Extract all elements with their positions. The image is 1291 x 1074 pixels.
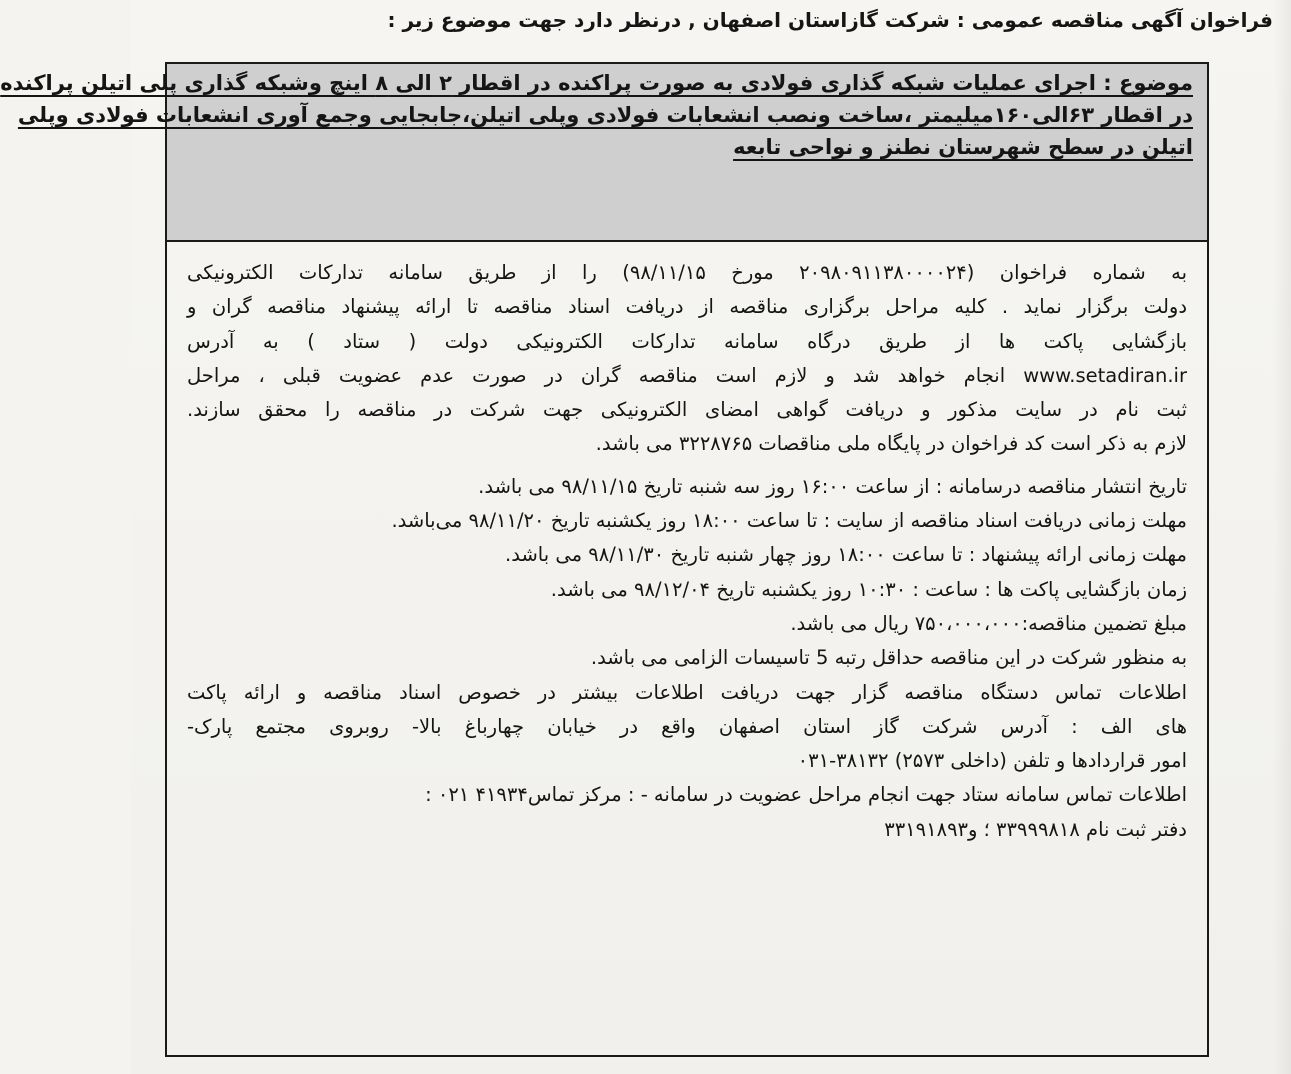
contact-address-line: های الف : آدرس شرکت گاز استان اصفهان واقع در خیابان چهارباغ بالا- روبروی مجتمع پارک- [187, 714, 1187, 738]
subject-box [0, 64, 1207, 242]
body-paragraph-line: بازگشایی پاکت ها از طریق درگاه سامانه تدارکات الکترونیکی دولت ( ستاد ) به آدرس [187, 329, 1187, 353]
notice-body [167, 246, 1207, 1056]
schedule-bid-deadline: مهلت زمانی ارائه پیشنهاد : تا ساعت ۱۸:۰۰ روز چهار شنبه تاریخ ۹۸/۱۱/۳۰ می باشد. [505, 543, 1187, 567]
qualification-requirement: به منظور شرکت در این مناقصه حداقل رتبه 5 تاسیسات الزامی می باشد. [590, 646, 1187, 670]
subject-line: اتیلن در سطح شهرستان نطنز و نواحی تابعه [733, 135, 1193, 159]
subject-line: در اقطار ۶۳الی۱۶۰میلیمتر ،ساخت ونصب انشعابات فولادی وپلی اتیلن،جابجایی وجمع آوری انشعابات فولادی وپلی [17, 103, 1193, 127]
schedule-publish-date: تاریخ انتشار مناقصه درسامانه : از ساعت ۱۶:۰۰ روز سه شنبه تاریخ ۹۸/۱۱/۱۵ می باشد. [478, 474, 1187, 498]
notice-intro: شرکت گازاستان اصفهان , درنظر دارد جهت موضوع زیر : [387, 8, 950, 32]
contact-phone-line: امور قراردادها و تلفن (داخلی ۲۵۷۳) ۳۸۱۳۲-۰۳۱ [797, 749, 1187, 773]
body-paragraph-line: www.setadiran.ir انجام خواهد شد و لازم است مناقصه گران در صورت عدم عضویت قبلی ، مراحل [187, 363, 1187, 387]
schedule-docs-deadline: مهلت زمانی دریافت اسناد مناقصه از سایت : تا ساعت ۱۸:۰۰ روز یکشنبه تاریخ ۹۸/۱۱/۲۰ می‌باشد. [391, 509, 1187, 533]
notice-header [153, 6, 1273, 34]
header-line-1 [153, 6, 1273, 34]
contact-info-line: اطلاعات تماس دستگاه مناقصه گزار جهت دریافت اطلاعات بیشتر در خصوص اسناد مناقصه و ارائه پاکت [187, 680, 1187, 704]
subject-line: موضوع : اجرای عملیات شبکه گذاری فولادی به صورت پراکنده در اقطار ۲ الی ۸ اینچ وشبکه گذاری پلی اتیلن پراکنده [0, 71, 1193, 95]
guarantee-amount: مبلغ تضمین مناقصه:۷۵۰،۰۰۰،۰۰۰ ریال می باشد. [790, 611, 1187, 635]
body-paragraph-line: دولت برگزار نماید . کلیه مراحل برگزاری مناقصه از دریافت اسناد مناقصه تا ارائه پیشنهاد مناقصه گران و [187, 295, 1187, 319]
notice-frame [0, 62, 1209, 1057]
body-paragraph-line: لازم به ذکر است کد فراخوان در پایگاه ملی مناقصات ۳۲۲۸۷۶۵ می باشد. [595, 432, 1187, 456]
schedule-opening-time: زمان بازگشایی پاکت ها : ساعت : ۱۰:۳۰ روز یکشنبه تاریخ ۹۸/۱۲/۰۴ می باشد. [550, 577, 1187, 601]
notice-title: فراخوان آگهی مناقصه عمومی : [956, 8, 1273, 32]
body-paragraph-line: ثبت نام در سایت مذکور و دریافت گواهی امضای الکترونیکی جهت شرکت در مناقصه را محقق سازند. [187, 398, 1187, 422]
body-paragraph-line: به شماره فراخوان (۲۰۹۸۰۹۱۱۳۸۰۰۰۰۲۴ مورخ ۹۸/۱۱/۱۵) را از طریق سامانه تدارکات الکترونیکی [187, 261, 1188, 284]
setad-contact-line: اطلاعات تماس سامانه ستاد جهت انجام مراحل عضویت در سامانه - : مرکز تماس۴۱۹۳۴ ۰۲۱ : [425, 783, 1187, 807]
registration-office-line: دفتر ثبت نام ۳۳۹۹۹۸۱۸ ؛ و۳۳۱۹۱۸۹۳ [884, 817, 1187, 841]
page-edge-shadow [1273, 0, 1291, 1074]
